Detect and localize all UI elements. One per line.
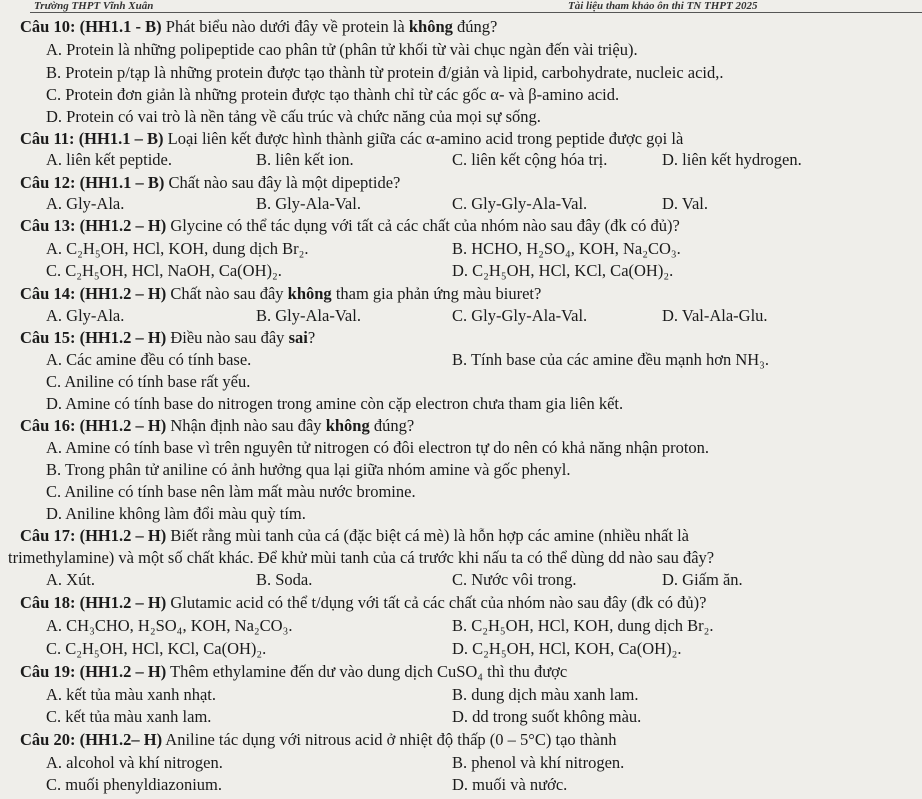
question-10: Câu 10: (HH1.1 - B) Phát biểu nào dưới đây về protein là không đúng? — [20, 17, 498, 36]
option-12d: D. Val. — [662, 194, 708, 213]
option-14d: D. Val-Ala-Glu. — [662, 306, 768, 325]
option-10a: A. Protein là những polipeptide cao phân tử (phân tử khối từ vài chục ngàn đến vài triệu). — [46, 40, 638, 59]
question-18: Câu 18: (HH1.2 – H) Glutamic acid có thể t/dụng với tất cả các chất của nhóm nào sau đây (đk có đủ)? — [20, 593, 707, 612]
option-20c: C. muối phenyldiazonium. — [46, 775, 222, 794]
option-11c: C. liên kết cộng hóa trị. — [452, 150, 608, 169]
option-18a: A. CH₃CHO, H₂SO₄, KOH, Na₂CO₃. — [46, 616, 293, 635]
page-header — [0, 0, 922, 12]
option-15b: B. Tính base của các amine đều mạnh hơn NH₃. — [452, 350, 770, 369]
option-17c: C. Nước vôi trong. — [452, 570, 577, 589]
option-16d: D. Aniline không làm đổi màu quỳ tím. — [46, 504, 306, 523]
option-14a: A. Gly-Ala. — [46, 306, 125, 325]
option-16c: C. Aniline có tính base nên làm mất màu nước bromine. — [46, 482, 416, 501]
option-10b: B. Protein p/tạp là những protein được tạo thành từ protein đ/giản và lipid, carbohydrate, nucleic acid,. — [46, 63, 724, 82]
question-12: Câu 12: (HH1.1 – B) Chất nào sau đây là một dipeptide? — [20, 173, 401, 192]
question-14: Câu 14: (HH1.2 – H) Chất nào sau đây không tham gia phản ứng màu biuret? — [20, 284, 542, 303]
option-10c: C. Protein đơn giản là những protein được tạo thành chỉ từ các gốc α- và β-amino acid. — [46, 85, 620, 104]
option-14c: C. Gly-Gly-Ala-Val. — [452, 306, 588, 325]
option-13d: D. C₂H₅OH, HCl, KCl, Ca(OH)₂. — [452, 261, 674, 280]
option-19b: B. dung dịch màu xanh lam. — [452, 685, 639, 704]
question-20: Câu 20: (HH1.2– H) Aniline tác dụng với nitrous acid ở nhiệt độ thấp (0 – 5°C) tạo thành — [20, 730, 617, 749]
question-11: Câu 11: (HH1.1 – B) Loại liên kết được hình thành giữa các α-amino acid trong peptide được gọi là — [20, 129, 684, 148]
question-19: Câu 19: (HH1.2 – H) Thêm ethylamine đến dư vào dung dịch CuSO₄ thì thu được — [20, 662, 568, 681]
option-17a: A. Xút. — [46, 570, 96, 589]
option-15c: C. Aniline có tính base rất yếu. — [46, 372, 251, 391]
option-18c: C. C₂H₅OH, HCl, KCl, Ca(OH)₂. — [46, 639, 267, 658]
option-20a: A. alcohol và khí nitrogen. — [46, 753, 223, 772]
option-18b: B. C₂H₅OH, HCl, KOH, dung dịch Br₂. — [452, 616, 714, 635]
option-13a: A. C₂H₅OH, HCl, KOH, dung dịch Br₂. — [46, 239, 309, 258]
option-16b: B. Trong phân tử aniline có ảnh hưởng qua lại giữa nhóm amine và gốc phenyl. — [46, 460, 571, 479]
option-18d: D. C₂H₅OH, HCl, KOH, Ca(OH)₂. — [452, 639, 682, 658]
option-20b: B. phenol và khí nitrogen. — [452, 753, 625, 772]
option-16a: A. Amine có tính base vì trên nguyên tử nitrogen có đôi electron tự do nên có khả năng nhận proton. — [46, 438, 710, 457]
question-17-line2: trimethylamine) và một số chất khác. Để khử mùi tanh của cá trước khi nấu ta có thể dùng dd nào sau đây? — [8, 548, 715, 567]
option-15a: A. Các amine đều có tính base. — [46, 350, 252, 369]
question-17: Câu 17: (HH1.2 – H) Biết rằng mùi tanh của cá (đặc biệt cá mè) là hỗn hợp các amine (nhiều nhất là — [20, 526, 689, 545]
question-16: Câu 16: (HH1.2 – H) Nhận định nào sau đây không đúng? — [20, 416, 415, 435]
option-11a: A. liên kết peptide. — [46, 150, 173, 169]
source-note: Tài liệu tham khảo ôn thi TN THPT 2025 — [568, 0, 758, 12]
option-13c: C. C₂H₅OH, HCl, NaOH, Ca(OH)₂. — [46, 261, 282, 280]
option-13b: B. HCHO, H₂SO₄, KOH, Na₂CO₃. — [452, 239, 681, 258]
option-15d: D. Amine có tính base do nitrogen trong amine còn cặp electron chưa tham gia liên kết. — [46, 394, 624, 413]
option-19d: D. dd trong suốt không màu. — [452, 707, 642, 726]
question-15: Câu 15: (HH1.2 – H) Điều nào sau đây sai? — [20, 328, 316, 347]
option-17d: D. Giấm ăn. — [662, 570, 743, 589]
option-11d: D. liên kết hydrogen. — [662, 150, 802, 169]
option-19c: C. kết tủa màu xanh lam. — [46, 707, 212, 726]
option-19a: A. kết tủa màu xanh nhạt. — [46, 685, 216, 704]
header-divider — [30, 12, 922, 13]
option-11b: B. liên kết ion. — [256, 150, 354, 169]
question-13: Câu 13: (HH1.2 – H) Glycine có thể tác dụng với tất cả các chất của nhóm nào sau đây (đk có đủ)? — [20, 216, 680, 235]
option-17b: B. Soda. — [256, 570, 313, 589]
option-12a: A. Gly-Ala. — [46, 194, 125, 213]
option-14b: B. Gly-Ala-Val. — [256, 306, 361, 325]
option-12b: B. Gly-Ala-Val. — [256, 194, 361, 213]
option-12c: C. Gly-Gly-Ala-Val. — [452, 194, 588, 213]
option-20d: D. muối và nước. — [452, 775, 568, 794]
school-name: Trường THPT Vĩnh Xuân — [34, 0, 154, 12]
option-10d: D. Protein có vai trò là nền tảng về cấu trúc và chức năng của mọi sự sống. — [46, 107, 541, 126]
